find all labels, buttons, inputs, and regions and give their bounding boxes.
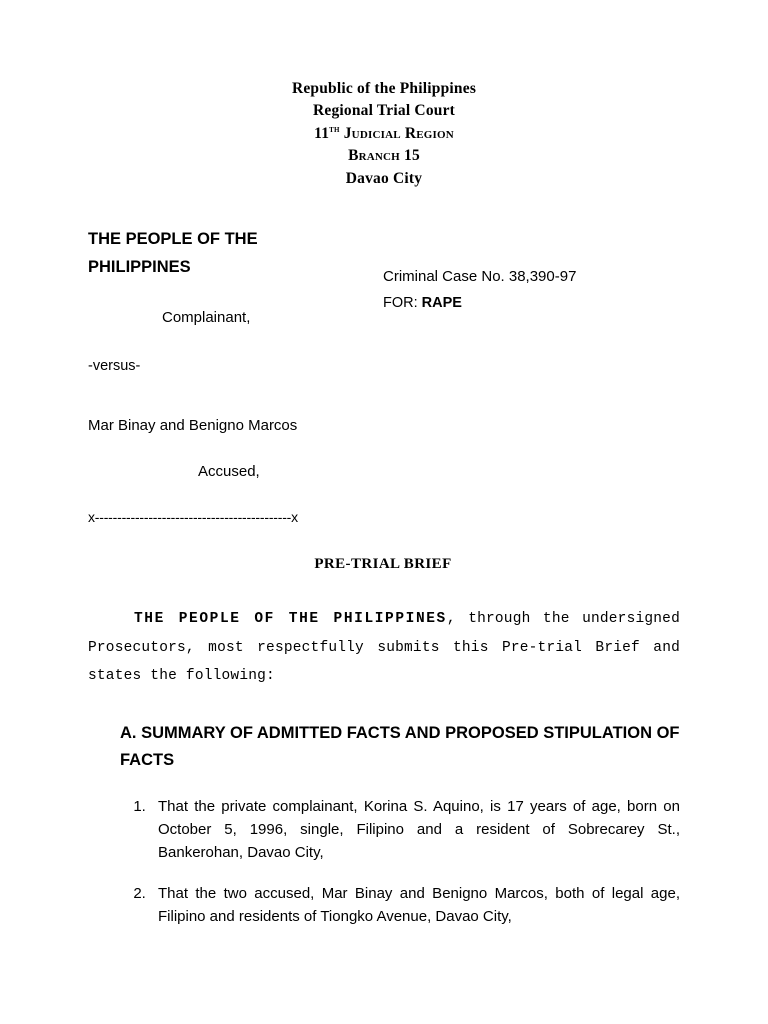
offense-line	[383, 291, 576, 316]
caption-divider: x--------------------------------------------x	[88, 508, 298, 525]
header-line-region	[88, 123, 680, 145]
intro-paragraph	[88, 605, 680, 690]
versus-label: -versus-	[88, 357, 141, 374]
court-header	[88, 78, 680, 190]
section-a-heading: A. SUMMARY OF ADMITTED FACTS AND PROPOSED STIPULATION OF FACTS	[120, 724, 680, 769]
section-a-list	[88, 795, 680, 928]
complainant-party-line-1: THE PEOPLE OF THE	[88, 230, 258, 249]
region-ordinal-suffix: th	[329, 124, 340, 135]
intro-rest: , through the undersigned Prosecutors, most respectfully submits this Pre-trial Brief and states the following:	[88, 611, 680, 684]
header-line-city: Davao City	[345, 169, 423, 187]
list-item: 2. That the two accused, Mar Binay and Benigno Marcos, both of legal age, Filipino and residents of Tiongko Avenue, Davao City,	[150, 882, 680, 929]
case-number: Criminal Case No. 38,390-97	[383, 268, 577, 286]
intro-bold-lead: THE PEOPLE OF THE PHILIPPINES	[134, 611, 447, 628]
document-title: PRE-TRIAL BRIEF	[314, 556, 452, 573]
complainant-party	[88, 226, 338, 280]
header-line-republic: Republic of the Philippines	[291, 80, 477, 97]
case-caption	[88, 226, 680, 526]
complainant-party-line-2: PHILIPPINES	[88, 257, 191, 276]
region-text: Judicial Region	[339, 124, 454, 142]
header-line-branch: Branch 15	[348, 147, 420, 165]
list-item: 1. That the private complainant, Korina S. Aquino, is 17 years of age, born on October 5, 1996, single, Filipino and a resident of Sobrecarey St., Bankerohan, Davao City,	[150, 795, 680, 865]
accused-label: Accused,	[198, 462, 260, 480]
accused-names: Mar Binay and Benigno Marcos	[88, 416, 298, 434]
region-number: 11	[314, 124, 330, 142]
for-label: FOR:	[383, 294, 418, 311]
offense-value: RAPE	[421, 294, 462, 311]
complainant-label: Complainant,	[162, 308, 251, 326]
case-info	[383, 264, 576, 316]
header-line-court: Regional Trial Court	[312, 102, 456, 120]
